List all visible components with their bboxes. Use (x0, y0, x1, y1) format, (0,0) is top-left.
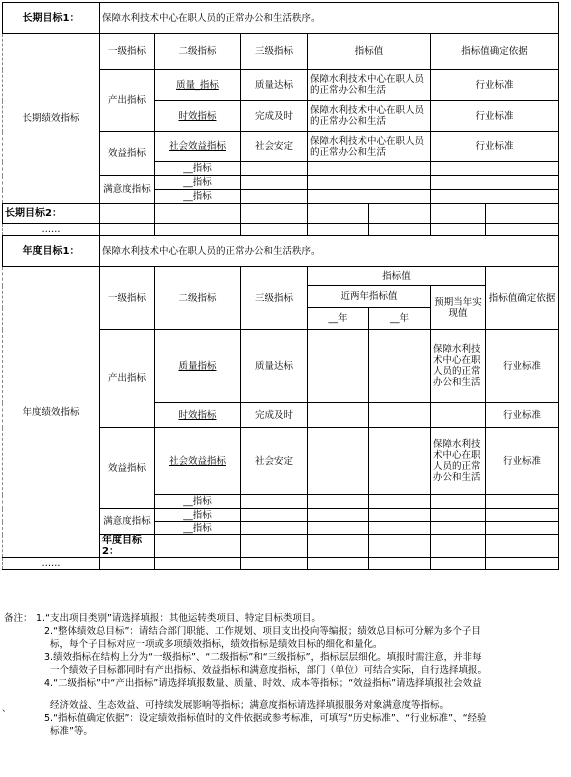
stray-mark: 、 (2, 704, 12, 714)
annual-header-recent: 近两年指标值 (308, 286, 431, 308)
long-ellipsis-row (3, 224, 559, 236)
note-4a: 4.“二级指标”中“产出指标”请选择填报数量、质量、时效、成本等指标；“效益指标”请选择填报社会效益 (44, 678, 482, 689)
empty-cell[interactable] (431, 558, 486, 570)
long-goal1-text[interactable]: 保障水利技术中心在职人员的正常办公和生活秩序。 (100, 3, 559, 34)
empty-cell[interactable] (308, 403, 369, 428)
long-row-l2[interactable]: __指标 (155, 176, 241, 190)
annual-row-l2[interactable]: __指标 (155, 495, 241, 509)
long-row-l3[interactable]: 质量达标 (241, 70, 308, 101)
annual-header-l2: 二级指标 (155, 267, 241, 330)
annual-goal1-row (3, 236, 559, 267)
empty-cell[interactable] (308, 330, 369, 403)
long-row-l1: 产出指标 (100, 70, 155, 132)
empty-cell[interactable] (308, 190, 431, 204)
empty-cell[interactable] (308, 204, 369, 224)
empty-cell[interactable] (308, 495, 369, 509)
annual-row-l3[interactable]: 完成及时 (241, 403, 308, 428)
annual-row-l2[interactable]: __指标 (155, 509, 241, 522)
long-row-basis[interactable]: 行业标准 (431, 101, 559, 132)
empty-cell[interactable] (155, 558, 241, 570)
notes-section (4, 612, 566, 738)
annual-header-expected: 预期当年实现值 (431, 286, 486, 330)
note-5a: 5.“指标值确定依据”：设定绩效指标值时的文件依据或参考标准，可填写“历史标准”、“行业标准”、“经验 (44, 713, 487, 724)
empty-cell[interactable] (241, 204, 308, 224)
empty-cell[interactable] (241, 176, 308, 190)
long-goal2-label: 长期目标2： (3, 204, 100, 224)
annual-row-expected[interactable]: 保障水利技术中心在职人员的正常办公和生活 (431, 428, 486, 495)
empty-cell[interactable] (369, 330, 431, 403)
empty-cell[interactable] (431, 204, 486, 224)
annual-ellipsis-row (3, 558, 559, 570)
long-row-l3[interactable]: 完成及时 (241, 101, 308, 132)
empty-cell[interactable] (431, 403, 486, 428)
annual-ellipsis: …… (3, 558, 100, 570)
long-goal1-label: 长期目标1： (3, 3, 100, 34)
empty-cell[interactable] (241, 509, 308, 522)
empty-cell[interactable] (241, 558, 308, 570)
annual-row-l1: 满意度指标 (100, 509, 155, 535)
empty-cell[interactable] (431, 224, 486, 236)
long-row-l2[interactable]: __指标 (155, 190, 241, 204)
empty-cell[interactable] (486, 204, 559, 224)
annual-row-l2[interactable]: 社会效益指标 (155, 428, 241, 495)
long-row-l3[interactable]: 社会安定 (241, 132, 308, 162)
long-section-label: 长期绩效指标 (3, 34, 100, 204)
annual-section-label: 年度绩效指标 (3, 267, 100, 558)
long-row-value[interactable]: 保障水利技术中心在职人员的正常办公和生活 (308, 132, 431, 162)
empty-cell[interactable] (486, 509, 559, 522)
annual-row-expected[interactable]: 保障水利技术中心在职人员的正常办公和生活 (431, 330, 486, 403)
notes-label: 备注： (4, 613, 33, 624)
annual-header-year-b[interactable]: __年 (369, 308, 431, 330)
long-header-value: 指标值 (308, 34, 431, 70)
annual-header-basis: 指标值确定依据 (486, 267, 559, 330)
empty-cell[interactable] (241, 522, 308, 535)
performance-sheet (2, 2, 568, 570)
long-row-l2[interactable]: 时效指标 (155, 101, 241, 132)
empty-cell[interactable] (369, 428, 431, 495)
note-spacer (4, 690, 566, 699)
empty-cell[interactable] (369, 204, 431, 224)
performance-table (2, 2, 559, 570)
annual-row-l2[interactable]: 质量指标 (155, 330, 241, 403)
empty-cell[interactable] (431, 162, 559, 176)
annual-row-basis[interactable]: 行业标准 (486, 403, 559, 428)
annual-row-basis[interactable]: 行业标准 (486, 428, 559, 495)
annual-row-l3[interactable]: 质量达标 (241, 330, 308, 403)
long-row-l2[interactable]: __指标 (155, 162, 241, 176)
long-row-l2[interactable]: 社会效益指标 (155, 132, 241, 162)
long-row-basis[interactable]: 行业标准 (431, 132, 559, 162)
empty-cell[interactable] (308, 509, 369, 522)
empty-cell[interactable] (431, 176, 559, 190)
empty-cell[interactable] (100, 224, 155, 236)
empty-cell[interactable] (431, 522, 486, 535)
long-row-value[interactable]: 保障水利技术中心在职人员的正常办公和生活 (308, 70, 431, 101)
empty-cell[interactable] (241, 162, 308, 176)
empty-cell[interactable] (431, 190, 559, 204)
empty-cell[interactable] (431, 495, 486, 509)
note-2b: 标，每个子目标对应一项或多项绩效指标，绩效指标是绩效目标的细化和量化。 (50, 639, 383, 650)
long-row-l1: 效益指标 (100, 132, 155, 176)
long-goal1-row (3, 3, 559, 34)
empty-cell[interactable] (155, 204, 241, 224)
annual-row-l3[interactable]: 社会安定 (241, 428, 308, 495)
annual-row-basis[interactable]: 行业标准 (486, 330, 559, 403)
long-goal2-row (3, 204, 559, 224)
annual-header-l3: 三级指标 (241, 267, 308, 330)
annual-row-l1: 产出指标 (100, 330, 155, 428)
empty-cell[interactable] (486, 535, 559, 558)
note-5b: 标准”等。 (50, 726, 93, 737)
empty-cell[interactable] (486, 522, 559, 535)
empty-cell[interactable] (431, 535, 486, 558)
annual-goal2-label: 年度目标2： (100, 535, 155, 558)
annual-row-l1: 效益指标 (100, 428, 155, 509)
annual-header-value: 指标值 (308, 267, 486, 286)
empty-cell[interactable] (155, 224, 241, 236)
empty-cell[interactable] (486, 224, 559, 236)
annual-goal1-label: 年度目标1： (3, 236, 100, 267)
empty-cell[interactable] (369, 522, 431, 535)
long-row-value[interactable]: 保障水利技术中心在职人员的正常办公和生活 (308, 101, 431, 132)
empty-cell[interactable] (308, 224, 369, 236)
note-text: 1.“支出项目类别”请选择填报：其他运转类项目、特定目标类项目。 (36, 613, 321, 624)
note-4b: 经济效益、生态效益、可持续发展影响等指标；满意度指标请选择填报服务对象满意度等指标。 (50, 700, 450, 711)
annual-header-row (3, 267, 559, 286)
empty-cell[interactable] (308, 535, 369, 558)
empty-cell[interactable] (369, 224, 431, 236)
annual-header-l1: 一级指标 (100, 267, 155, 330)
empty-cell[interactable] (486, 558, 559, 570)
empty-cell[interactable] (369, 495, 431, 509)
long-header-l2: 二级指标 (155, 34, 241, 70)
annual-header-year-a[interactable]: __年 (308, 308, 369, 330)
empty-cell[interactable] (308, 522, 369, 535)
empty-cell[interactable] (369, 558, 431, 570)
note-3a: 3.绩效指标在结构上分为“一级指标”、“二级指标”和“三级指标”，指标层层细化。填报时需注意，并非每 (44, 652, 482, 663)
long-row-basis[interactable]: 行业标准 (431, 70, 559, 101)
empty-cell[interactable] (369, 535, 431, 558)
annual-row-l2[interactable]: __指标 (155, 522, 241, 535)
note-2a: 2.“整体绩效总目标”：请结合部门职能、工作规划、项目支出投向等编报；绩效总目标可分解为多个子目 (44, 626, 481, 637)
note-3b: 一个绩效子目标都同时有产出指标、效益指标和满意度指标，部门（单位）可结合实际，自行选择填报。 (50, 665, 488, 676)
long-header-l3: 三级指标 (241, 34, 308, 70)
empty-cell[interactable] (369, 509, 431, 522)
empty-cell[interactable] (241, 495, 308, 509)
note-1 (4, 612, 566, 625)
empty-cell[interactable] (100, 558, 155, 570)
empty-cell[interactable] (369, 403, 431, 428)
empty-cell[interactable] (308, 176, 431, 190)
empty-cell[interactable] (486, 495, 559, 509)
long-row-l1: 满意度指标 (100, 176, 155, 204)
empty-cell[interactable] (431, 509, 486, 522)
empty-cell[interactable] (241, 190, 308, 204)
long-row-l2[interactable]: 质量_指标 (155, 70, 241, 101)
long-header-l1: 一级指标 (100, 34, 155, 70)
long-header-row (3, 34, 559, 70)
empty-cell[interactable] (100, 204, 155, 224)
empty-cell[interactable] (308, 558, 369, 570)
long-header-basis: 指标值确定依据 (431, 34, 559, 70)
annual-row-l2[interactable]: 时效指标 (155, 403, 241, 428)
empty-cell[interactable] (308, 428, 369, 495)
empty-cell[interactable] (308, 162, 431, 176)
empty-cell[interactable] (155, 535, 241, 558)
empty-cell[interactable] (241, 224, 308, 236)
annual-goal1-text[interactable]: 保障水利技术中心在职人员的正常办公和生活秩序。 (100, 236, 559, 267)
empty-cell[interactable] (241, 535, 308, 558)
long-ellipsis: …… (3, 224, 100, 236)
